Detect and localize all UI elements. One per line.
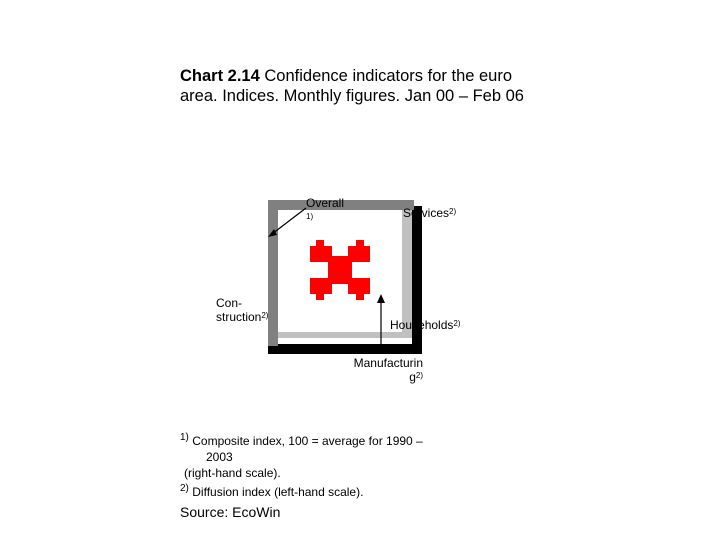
mark-tip-bl	[316, 292, 324, 300]
label-construction-line2: struction	[216, 310, 262, 324]
mark-tip-br	[356, 292, 364, 300]
label-overall-note	[306, 210, 313, 224]
footnotes	[180, 430, 480, 500]
frame-dark-bottom	[268, 344, 422, 354]
label-overall-note-text: 1)	[306, 212, 314, 221]
label-construction-line1: Con-	[216, 296, 243, 310]
footnote-2	[180, 485, 363, 499]
label-manufacturing-line2: g	[409, 370, 416, 384]
mark-arm-tl	[310, 246, 332, 262]
label-construction-note: 2)	[261, 311, 269, 320]
label-manufacturing-line1: Manufacturin	[353, 356, 423, 370]
chart-number: Chart 2.14	[180, 67, 260, 85]
footnote-1	[180, 434, 480, 481]
mark-arm-bl	[310, 278, 332, 294]
label-construction	[216, 296, 268, 324]
label-services-note: 2)	[449, 207, 457, 216]
source-note: Source: EcoWin	[180, 504, 281, 520]
mark-tip-tl	[316, 240, 324, 248]
footnote-2-mark: 2)	[180, 483, 189, 494]
label-households	[390, 318, 461, 332]
footnote-1-text-c: (right-hand scale).	[184, 466, 281, 480]
mark-tip-tr	[356, 240, 364, 248]
label-overall-text: Overall	[306, 196, 345, 210]
label-manufacturing	[341, 356, 423, 384]
label-services	[403, 206, 456, 220]
chart-title-text: Confidence indicators for the euro area. Indices. Monthly figures. Jan 00 – Feb 06	[180, 67, 524, 105]
footnote-2-text: Diffusion index (left-hand scale).	[188, 485, 364, 499]
footnote-1-text-a: Composite index, 100 = average for 1990 –	[188, 434, 423, 448]
label-overall	[306, 196, 344, 210]
footnote-1-mark: 1)	[180, 432, 189, 443]
mark-arm-tr	[348, 246, 370, 262]
label-households-note: 2)	[453, 319, 461, 328]
mark-arm-br	[348, 278, 370, 294]
footnote-1-text-b: 2003	[206, 450, 233, 464]
label-manufacturing-note: 2)	[415, 371, 423, 380]
frame-mid-left	[268, 200, 278, 346]
label-services-text: Services	[403, 206, 450, 220]
label-households-text: Households	[390, 318, 454, 332]
